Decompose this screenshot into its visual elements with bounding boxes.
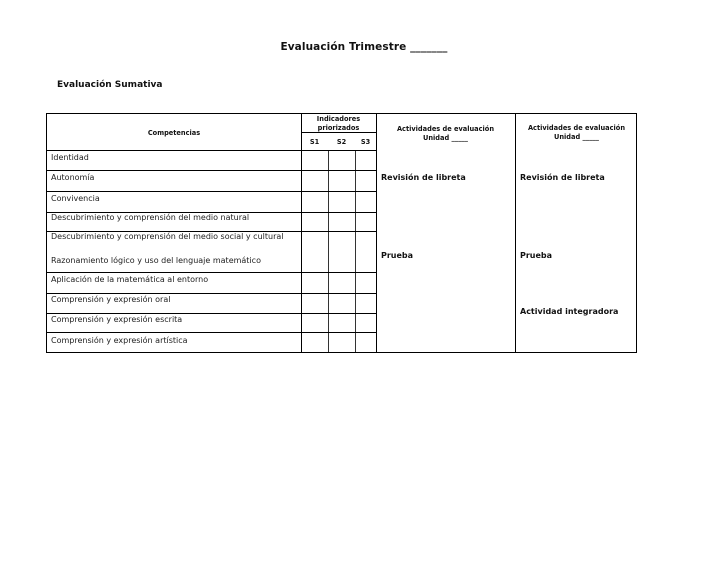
row-separator	[47, 332, 376, 333]
competency-row: Descubrimiento y comprensión del medio social y cultural	[51, 232, 284, 241]
row-separator	[47, 170, 376, 171]
competency-row: Aplicación de la matemática al entorno	[51, 275, 209, 284]
header-competencias: Competencias	[147, 129, 201, 137]
evaluation-table	[46, 113, 637, 353]
header-actividades-1: Actividades de evaluación	[396, 125, 495, 133]
section-subtitle: Evaluación Sumativa	[57, 80, 163, 90]
row-separator	[47, 293, 376, 294]
header-indicadores: Indicadores priorizados	[316, 115, 361, 132]
page-title: Evaluación Trimestre _______	[280, 41, 448, 53]
competency-row: Convivencia	[51, 194, 100, 203]
activity-item: Actividad integradora	[520, 307, 619, 316]
indicadores-subheader-line	[301, 132, 376, 133]
header-unidad-2: Unidad _____	[554, 133, 599, 141]
header-s2: S2	[336, 138, 347, 146]
competency-row: Descubrimiento y comprensión del medio natural	[51, 213, 250, 222]
header-s1: S1	[309, 138, 320, 146]
row-separator	[47, 313, 376, 314]
competency-row: Razonamiento lógico y uso del lenguaje matemático	[51, 256, 261, 265]
competency-row: Comprensión y expresión artística	[51, 336, 188, 345]
competency-row: Autonomía	[51, 173, 95, 182]
competency-row: Comprensión y expresión escrita	[51, 315, 183, 324]
header-unidad-1: Unidad _____	[423, 134, 468, 142]
row-separator	[47, 272, 376, 273]
activity-item: Prueba	[520, 251, 553, 260]
competency-row: Comprensión y expresión oral	[51, 295, 171, 304]
activity-item: Prueba	[381, 251, 414, 260]
col-divider-actividades	[515, 114, 516, 352]
activity-item: Revisión de libreta	[520, 173, 605, 182]
header-bottom-line	[47, 150, 376, 151]
header-s3: S3	[360, 138, 371, 146]
activity-item: Revisión de libreta	[381, 173, 466, 182]
col-divider-s1	[328, 150, 329, 352]
competency-row: Identidad	[51, 153, 89, 162]
col-divider-s2	[355, 150, 356, 352]
col-divider-indicadores	[376, 114, 377, 352]
row-separator	[47, 191, 376, 192]
header-actividades-2: Actividades de evaluación	[527, 124, 626, 132]
